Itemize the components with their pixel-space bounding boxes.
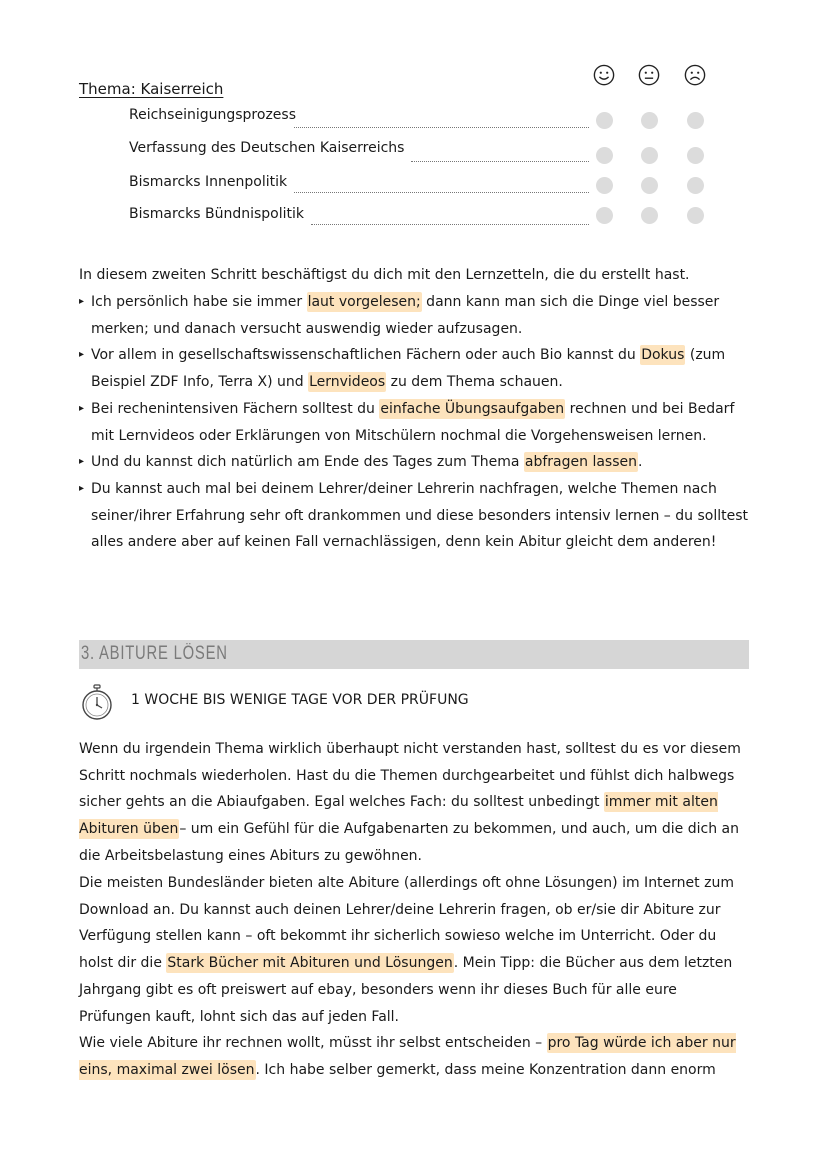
dotted-line — [294, 127, 589, 128]
rating-dot-good[interactable] — [596, 207, 613, 224]
rating-dot-neutral[interactable] — [641, 147, 658, 164]
text-span: Bei rechenintensiven Fächern solltest du — [91, 400, 380, 417]
checklist-item — [129, 174, 729, 200]
rating-dot-bad[interactable] — [687, 207, 704, 224]
list-item — [79, 476, 749, 556]
list-item — [79, 342, 749, 395]
dotted-line — [294, 192, 589, 193]
dotted-line — [311, 224, 589, 225]
smiley-sad-icon — [684, 64, 706, 86]
rating-dot-bad[interactable] — [687, 112, 704, 129]
dotted-line — [411, 161, 589, 162]
section3-paragraph-2 — [79, 870, 749, 1030]
checklist-item-label: Reichseinigungsprozess — [129, 107, 296, 123]
text-span: – um ein Gefühl für die Aufgabenarten zu bekommen, und auch, um die dich an die Arbeitsbelastung eines Abiturs zu gewöhnen. — [79, 821, 739, 864]
rating-dot-bad[interactable] — [687, 177, 704, 194]
text-span: Die meisten Bundesländer bieten alte Abiture (allerdings oft ohne Lösungen) im Internet zum Download an. Du kannst auch deinen Lehrer/deine Lehrerin fragen, ob er/sie dir Abiture zur Verfügung stellen kann – oft bekommt ihr sicherlich sowieso welche im Unterricht. Oder du holst dir die — [79, 875, 734, 972]
text-span: . Ich habe selber gemerkt, dass meine Konzentration dann enorm — [255, 1061, 716, 1078]
rating-dot-good[interactable] — [596, 112, 613, 129]
highlight: abfragen lassen — [524, 454, 638, 471]
step2-intro: In diesem zweiten Schritt beschäftigst du dich mit den Lernzetteln, die du erstellt hast. — [79, 267, 690, 283]
topic-title: Thema: Kaiserreich — [79, 80, 224, 98]
text-span: zu dem Thema schauen. — [386, 374, 563, 391]
list-item — [79, 289, 749, 342]
rating-dot-good[interactable] — [596, 147, 613, 164]
text-span: Du kannst auch mal bei deinem Lehrer/deiner Lehrerin nachfragen, welche Themen nach seiner/ihrer Erfahrung sehr oft drankommen und diese besonders intensiv lernen – du solltest alles andere aber auf keinen Fall vernachlässigen, denn kein Abitur gleicht dem anderen! — [91, 480, 748, 551]
checklist-item — [129, 107, 729, 133]
text-span: Ich persönlich habe sie immer — [91, 294, 307, 310]
highlight: Stark Bücher mit Abituren und Lösungen — [167, 955, 453, 972]
text-span: Wie viele Abiture ihr rechnen wollt, müsst ihr selbst entscheiden – — [79, 1035, 547, 1051]
text-span: . — [638, 454, 643, 471]
section-header-bar — [79, 640, 749, 669]
section-title: 3. ABITURE LÖSEN — [81, 643, 228, 664]
timing-label: 1 WOCHE BIS WENIGE TAGE VOR DER PRÜFUNG — [131, 692, 469, 708]
checklist-item — [129, 206, 729, 232]
highlight: pro Tag würde ich aber nur eins, maximal zwei lösen — [79, 1035, 736, 1078]
highlight: Dokus — [641, 347, 685, 364]
text-span: rechnen und bei Bedarf mit Lernvideos oder Erklärungen von Mitschülern nochmal die Vorgehensweisen lernen. — [91, 400, 735, 444]
list-item — [79, 449, 749, 476]
rating-dot-good[interactable] — [596, 177, 613, 194]
rating-dot-neutral[interactable] — [641, 177, 658, 194]
highlight: einfache Übungsaufgaben — [380, 400, 565, 417]
text-span: Und du kannst dich natürlich am Ende des Tages zum Thema — [91, 454, 524, 471]
smiley-neutral-icon — [638, 64, 660, 86]
smiley-happy-icon — [593, 64, 615, 86]
step2-bullet-list — [79, 289, 749, 556]
highlight: Lernvideos — [309, 374, 386, 391]
checklist-item — [129, 140, 729, 166]
section3-paragraph-3 — [79, 1030, 749, 1083]
highlight: immer mit alten Abituren üben — [79, 794, 718, 838]
rating-dot-neutral[interactable] — [641, 112, 658, 129]
checklist-item-label: Verfassung des Deutschen Kaiserreichs — [129, 140, 405, 156]
rating-dot-neutral[interactable] — [641, 207, 658, 224]
section3-paragraph-1 — [79, 736, 749, 870]
checklist-item-label: Bismarcks Innenpolitik — [129, 174, 288, 190]
text-span: Wenn du irgendein Thema wirklich überhaupt nicht verstanden hast, solltest du es vor diesem Schritt nochmals wiederholen. Hast du die Themen durchgearbeitet und fühlst dich halbwegs sicher gehts an die Abiaufgaben. Egal welches Fach: du solltest unbedingt — [79, 741, 741, 811]
rating-dot-bad[interactable] — [687, 147, 704, 164]
text-span: Vor allem in gesellschaftswissenschaftlichen Fächern oder auch Bio kannst du — [91, 347, 641, 364]
text-span: dann kann man sich die Dinge viel besser merken; und danach versucht auswendig wieder aufzusagen. — [91, 294, 720, 337]
stopwatch-icon — [81, 684, 113, 720]
text-span: (zum Beispiel ZDF Info, Terra X) und — [91, 347, 726, 391]
list-item — [79, 396, 749, 449]
text-span: . Mein Tipp: die Bücher aus dem letzten Jahrgang gibt es oft preiswert auf ebay, besonders wenn ihr dieses Buch für alle eure Prüfungen kauft, lohnt sich das auf jeden Fall. — [79, 955, 733, 1025]
checklist-item-label: Bismarcks Bündnispolitik — [129, 206, 305, 222]
highlight: laut vorgelesen; — [307, 294, 421, 310]
